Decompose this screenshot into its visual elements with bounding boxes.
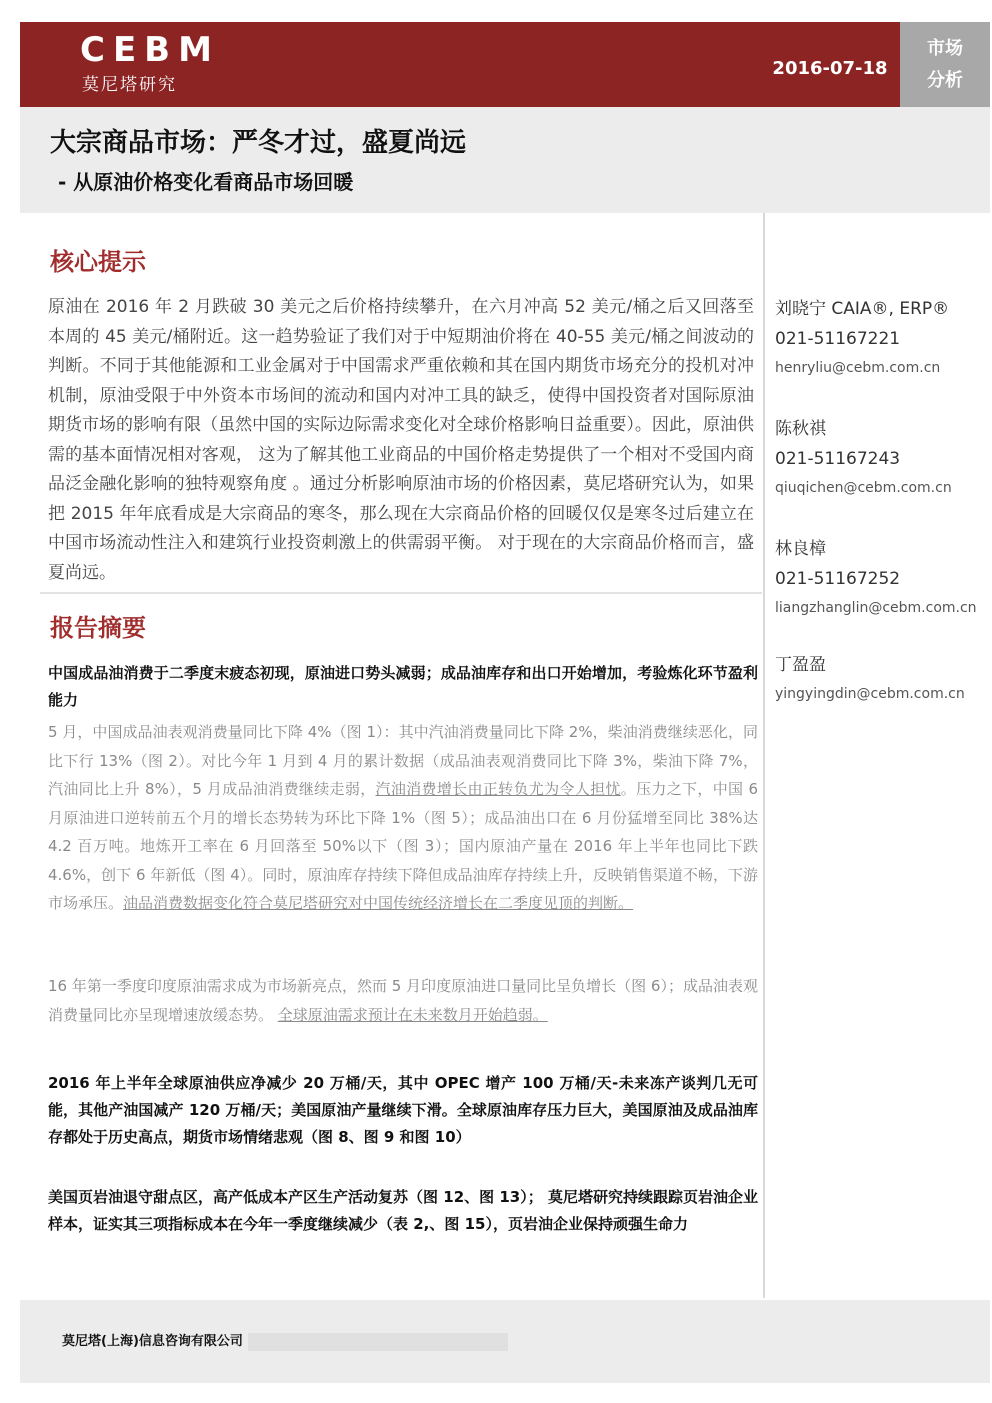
footer-company: 莫尼塔(上海)信息咨询有限公司 (62, 1334, 243, 1349)
page-title: 大宗商品市场：严冬才过，盛夏尚远 (50, 128, 467, 158)
point4-title: 美国页岩油退守甜点区，高产低成本产区生产活动复苏（图 12、图 13）； 莫尼塔研究持续跟踪页岩油企业样本，证实其三项指标成本在今年一季度继续减少（表 2,、图 15），页岩油企业保持顽强生命力 (48, 1188, 758, 1233)
contact-email[interactable]: qiuqichen@cebm.com.cn (775, 480, 952, 496)
contact-card (775, 294, 985, 382)
contact-phone: 021-51167243 (775, 449, 901, 469)
contact-card (775, 414, 985, 502)
contact-name: 丁盈盈 (775, 655, 826, 675)
logo-subtitle: 莫尼塔研究 (82, 75, 177, 95)
contact-name: 刘晓宁 CAIA®, ERP® (775, 299, 950, 319)
footer-redacted (248, 1333, 508, 1351)
core-summary: 原油在 2016 年 2 月跌破 30 美元之后价格持续攀升，在六月冲高 52 美元/桶之后又回落至本周的 45 美元/桶附近。这一趋势验证了我们对于中短期油价将在 40-55 美元/桶之间波动的判断。不同于其他能源和工业金属对于中国需求严重依赖和其在国内期货市场充分的投机对冲机制，原油受限于中外资本市场间的流动和国内对冲工具的缺乏，使得中国投资者对国际原油期货市场的影响有限（虽然中国的实际边际需求变化对全球价格影响日益重要）。因此，原油供需的基本面情况相对客观， 这为了解其他工业商品的中国价格走势提供了一个相对不受国内商品泛金融化影响的独特观察角度 。通过分析影响原油市场的价格因素，莫尼塔研究认为，如果把 2015 年年底看成是大宗商品的寒冬，那么现在大宗商品价格的回暖仅仅是寒冬过后建立在中国市场流动性注入和建筑行业投资刺激上的供需弱平衡。 对于现在的大宗商品价格而言，盛夏尚远。 (48, 297, 754, 583)
section-divider (40, 592, 762, 594)
contact-phone: 021-51167252 (775, 569, 901, 589)
contact-email[interactable]: liangzhanglin@cebm.com.cn (775, 600, 977, 616)
point2-highlight: 全球原油需求预计在未来数月开始趋弱。 (277, 1005, 548, 1024)
point1-title: 中国成品油消费于二季度末疲态初现，原油进口势头减弱；成品油库存和出口开始增加，考验炼化环节盈利能力 (48, 664, 758, 709)
report-date: 2016-07-18 (772, 58, 888, 79)
point1-highlight-1: 汽油消费增长由正转负尤为令人担忧 (375, 780, 621, 798)
point2-text (48, 972, 758, 1029)
contact-phone: 021-51167221 (775, 329, 901, 349)
contact-email[interactable]: yingyingdin@cebm.com.cn (775, 686, 965, 702)
contact-name: 林良樟 (775, 539, 826, 559)
point1-highlight-2: 油品消费数据变化符合莫尼塔研究对中国传统经济增长在二季度见顶的判断。 (123, 894, 634, 912)
contact-email[interactable]: henryliu@cebm.com.cn (775, 360, 941, 376)
page-subtitle: - 从原油价格变化看商品市场回暖 (58, 170, 354, 194)
point2-text-a: 16 年第一季度印度原油需求成为市场新亮点，然而 5 月印度原油进口量同比呈负增长（图 6）；成品油表观消费量同比亦呈现增速放缓态势。 (48, 977, 758, 1024)
report-type-tag (900, 22, 990, 107)
cebm-logo: CEBM (80, 30, 220, 70)
contact-card (775, 650, 985, 708)
contact-name: 陈秋祺 (775, 419, 826, 439)
point1-text-a: 5 月，中国成品油表观消费量同比下降 4%（图 1）：其中汽油消费量同比下降 2%，柴油消费继续恶化，同比下行 13%（图 2）。对比今年 1 月到 4 月的累计数据（成品油表观消费同比下降 3%，柴油下降 7%，汽油同比上升 8%），5 月成品油消费继续走弱， (48, 723, 758, 798)
report-heading: 报告摘要 (50, 614, 146, 642)
contact-card (775, 534, 985, 622)
point3-title: 2016 年上半年全球原油供应净减少 20 万桶/天，其中 OPEC 增产 100 万桶/天-未来冻产谈判几无可能，其他产油国减产 120 万桶/天；美国原油产量继续下滑。全球原油库存压力巨大，美国原油及成品油库存都处于历史高点，期货市场情绪悲观（图 8、图 9 和图 10） (48, 1074, 758, 1146)
tag-line-2: 分析 (927, 70, 963, 91)
point1-text (48, 718, 758, 918)
point1-text-b: 。压力之下，中国 6 月原油进口逆转前五个月的增长态势转为环比下降 1%（图 5）；成品油出口在 6 月份猛增至同比 38%达 4.2 百万吨。地炼开工率在 6 月回落至 50%以下（图 3）；国内原油产量在 2016 年上半年也同比下跌 4.6%，创下 6 年新低（图 4）。同时，原油库存持续下降但成品油库存持续上升，反映销售渠道不畅，下游市场承压。 (48, 780, 758, 912)
tag-line-1: 市场 (927, 38, 963, 59)
column-divider (763, 213, 765, 1298)
core-heading: 核心提示 (50, 248, 146, 276)
